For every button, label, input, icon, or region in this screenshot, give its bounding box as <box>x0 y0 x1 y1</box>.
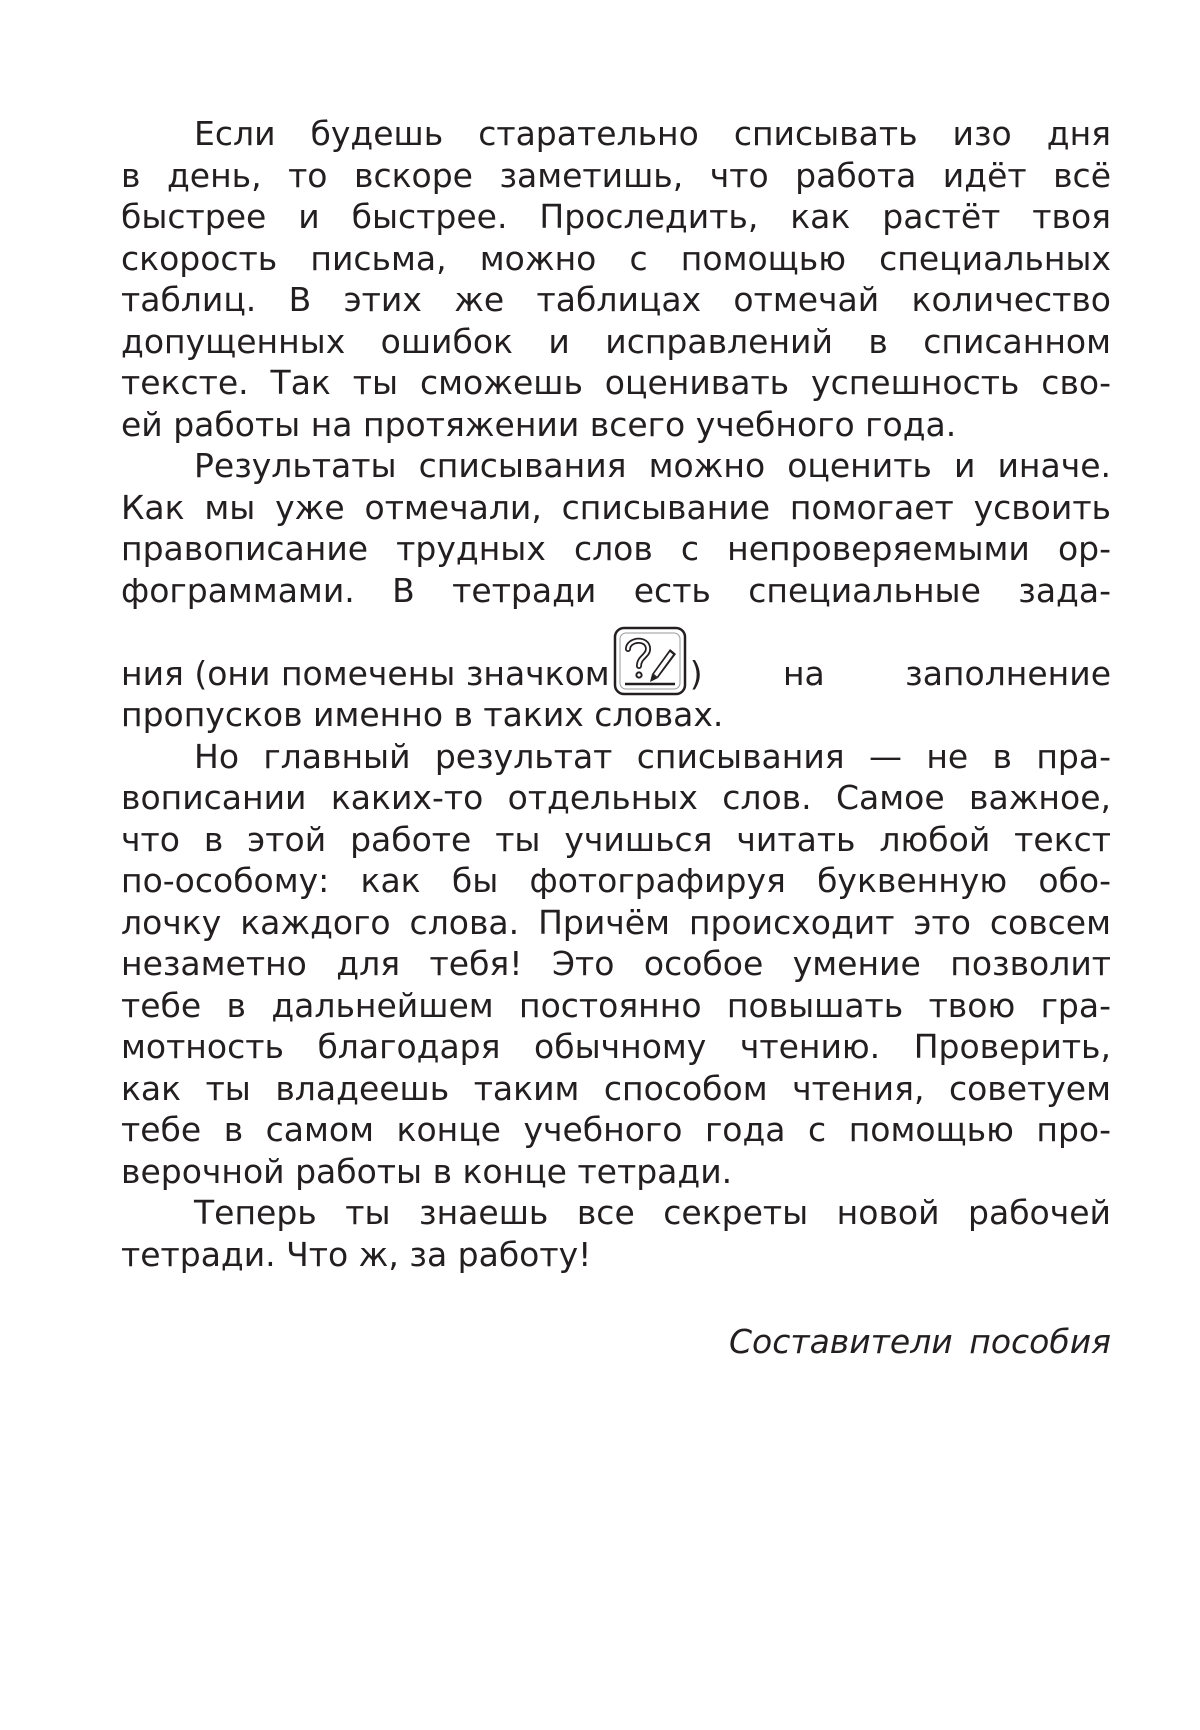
paragraph-4 <box>121 1192 1111 1275</box>
document-body <box>121 113 1111 1361</box>
text-line: правописание трудных слов с непроверяемыми ор- <box>121 529 1111 568</box>
text-line: незаметно для тебя! Это особое умение позволит <box>121 944 1111 983</box>
text-line: что в этой работе ты учишься читать любой текст <box>121 819 1111 859</box>
text-line: быстрее и быстрее. Проследить, как растёт твоя <box>121 197 1111 236</box>
text-line: по-особому: как бы фотографируя буквенную обо- <box>121 861 1111 900</box>
text-line: лочку каждого слова. Причём происходит это совсем <box>121 902 1111 942</box>
text-line: тебе в дальнейшем постоянно повышать твою гра- <box>121 985 1111 1025</box>
text-line: Но главный результат списывания — не в пра- <box>194 736 1111 776</box>
text-line: как ты владеешь таким способом чтения, советуем <box>121 1068 1111 1108</box>
text-line: таблиц. В этих же таблицах отмечай количество <box>121 280 1111 319</box>
text-line: тетради. Что ж, за работу! <box>121 1234 592 1274</box>
text-line: пропусков именно в таких словах. <box>121 695 724 734</box>
signature: Составители пособия <box>728 1322 1111 1361</box>
text-line: скорость письма, можно с помощью специальных <box>121 238 1111 278</box>
text-line: мотность благодаря обычному чтению. Проверить, <box>121 1027 1111 1066</box>
text-line: в день, то вскоре заметишь, что работа идёт всё <box>121 155 1111 195</box>
icon-line-before: ния (они помечены значком <box>121 653 610 693</box>
text-line: Как мы уже отмечали, списывание помогает усвоить <box>121 487 1111 527</box>
text-line: Теперь ты знаешь все секреты новой рабочей <box>194 1193 1111 1232</box>
text-line: допущенных ошибок и исправлений в списанном <box>121 321 1111 361</box>
icon-line-after: ) на заполнение <box>689 653 1111 693</box>
question-pen-icon <box>612 625 688 697</box>
paragraph-1 <box>121 113 1111 445</box>
text-line: Если будешь старательно списывать изо дня <box>194 114 1111 153</box>
text-line: Результаты списывания можно оценить и иначе. <box>194 446 1111 485</box>
text-line: верочной работы в конце тетради. <box>121 1151 733 1191</box>
text-line-with-icon <box>121 611 1111 694</box>
text-line: тебе в самом конце учебного года с помощью про- <box>121 1110 1111 1149</box>
text-line: тексте. Так ты сможешь оценивать успешность сво- <box>121 363 1111 402</box>
text-line: ей работы на протяжении всего учебного года. <box>121 404 957 444</box>
paragraph-3 <box>121 736 1111 1193</box>
paragraph-2 <box>121 445 1111 736</box>
text-line: вописании каких-то отдельных слов. Самое важное, <box>121 778 1111 817</box>
text-line: фограммами. В тетради есть специальные зада- <box>121 570 1111 610</box>
